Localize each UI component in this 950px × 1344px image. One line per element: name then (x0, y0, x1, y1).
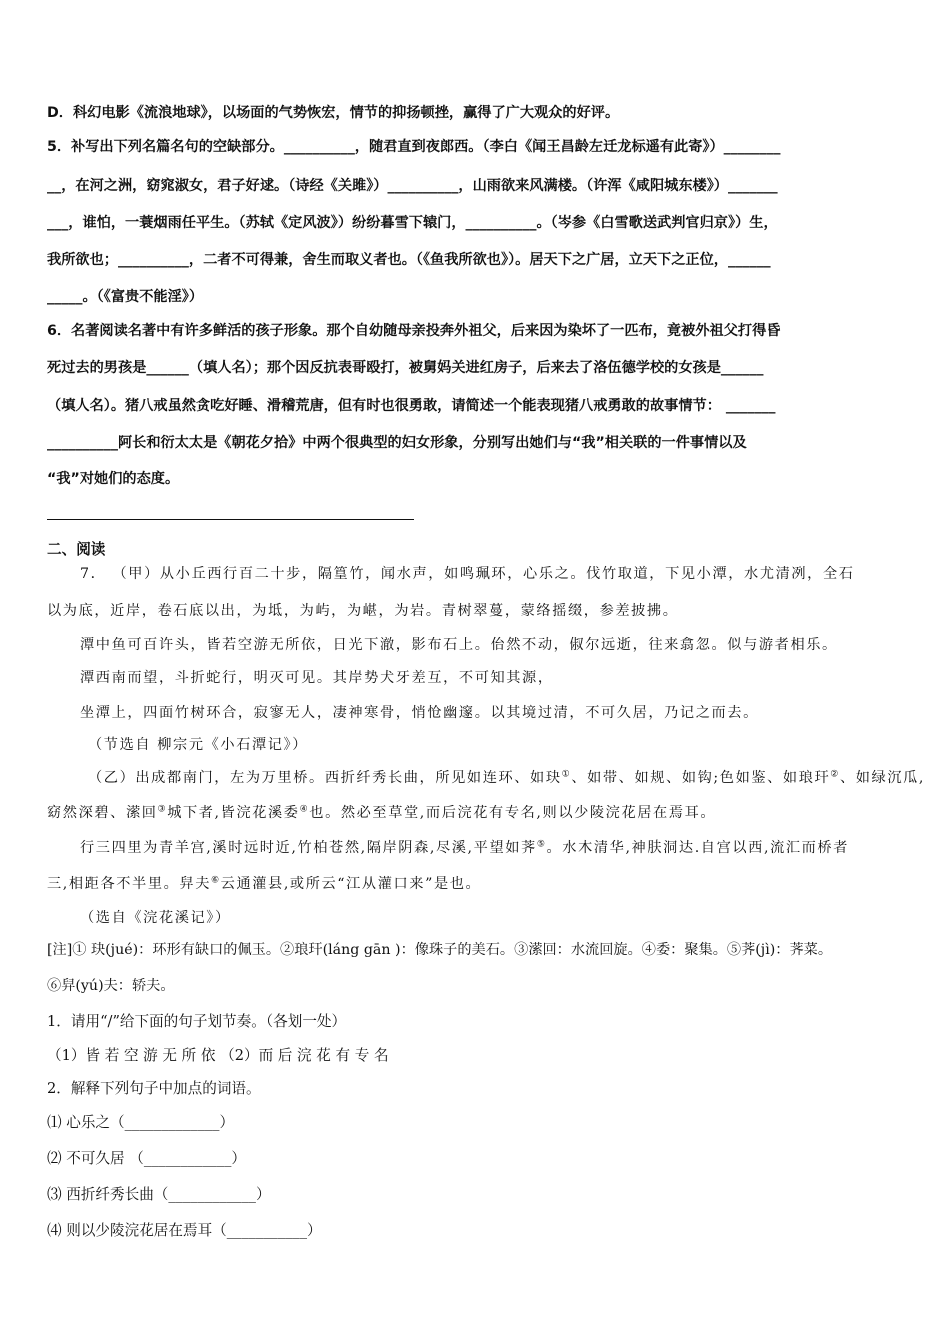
q5-line-4: 我所欲也；__________，二者不可得兼，舍生而取义者也。（《鱼我所欲也》）。居天下之广居，立天下之正位，______ (47, 252, 771, 268)
q6-line-3: （填人名）。猪八戒虽然贪吃好睡、滑稽荒唐，但有时也很勇敢，请简述一个能表现猪八戒勇敢的故事情节： _______ (47, 398, 776, 414)
passage-jia-line-5: 坐潭上，四面竹树环合，寂寥无人，凄神寒骨，悄怆幽邃。以其境过清，不可久居，乃记之而去。 (80, 705, 759, 721)
q5-line-5: _____。（《富贵不能淫》） (47, 289, 204, 305)
subquestion-1: 1．请用“/”给下面的句子划节奏。（各划一处） (47, 1013, 347, 1030)
passage-jia-line-1: 7． （甲）从小丘西行百二十步，隔篁竹，闻水声，如鸣珮环，心乐之。伐竹取道，下见小潭，水尤清冽，全石 (80, 566, 855, 582)
q6-line-5: “我”对她们的态度。 (47, 471, 180, 487)
q6-line-4: __________阿长和衍太太是《朝花夕拾》中两个很典型的妇女形象，分别写出她们与“我”相关联的一件事情以及 (47, 435, 747, 451)
passage-yi-line-4: 三,相距各不半里。舁夫⑥云通灌县,或所云“江从灌口来”是也。 (47, 875, 482, 892)
q5-line-2: __，在河之洲，窈窕淑女，君子好逑。（诗经《关雎》）__________，山雨欲来风满楼。（许浑《咸阳城东楼》）_______ (47, 178, 778, 194)
subquestion-2-item-4: ⑷ 则以少陵浣花居在焉耳（___________） (47, 1222, 322, 1239)
passage-yi-line-2: 窈然深碧、潆回③城下者,皆浣花溪委④也。然必至草堂,而后浣花有专名,则以少陵浣花居在焉耳。 (47, 804, 717, 821)
subquestion-1-items: （1）皆 若 空 游 无 所 依 （2）而 后 浣 花 有 专 名 (47, 1047, 389, 1064)
subquestion-2-item-2: ⑵ 不可久居 （____________） (47, 1150, 246, 1167)
q5-line-1: 5．补写出下列名篇名句的空缺部分。__________，随君直到夜郎西。（李白《闻王昌龄左迁龙标遥有此寄》）________ (47, 139, 781, 155)
passage-jia-line-3: 潭中鱼可百许头，皆若空游无所依，日光下澈，影布石上。佁然不动，俶尔远逝，往来翕忽。似与游者相乐。 (80, 637, 838, 653)
q6-line-1: 6．名著阅读名著中有许多鲜活的孩子形象。那个自幼随母亲投奔外祖父，后来因为染坏了一匹布，竟被外祖父打得昏 (47, 323, 781, 339)
option-d: D．科幻电影《流浪地球》，以场面的气势恢宏，情节的抑扬顿挫，赢得了广大观众的好评。 (47, 105, 620, 121)
passage-jia-line-4: 潭西南而望，斗折蛇行，明灭可见。其岸势犬牙差互，不可知其源， (80, 670, 554, 686)
q6-line-2: 死过去的男孩是______（填人名）；那个因反抗表哥殴打，被舅妈关进红房子，后来去了洛伍德学校的女孩是______ (47, 360, 764, 376)
q5-line-3: ___，谁怕，一蓑烟雨任平生。（苏轼《定风波》）纷纷暮雪下辕门，__________。（岑参《白雪歌送武判官归京》）生， (47, 215, 778, 231)
answer-line (47, 519, 414, 520)
annotation-line-2: ⑥舁(yú)夫：轿夫。 (47, 978, 175, 994)
subquestion-2-item-1: ⑴ 心乐之（_____________） (47, 1114, 235, 1131)
passage-yi-line-3: 行三四里为青羊宫,溪时远时近,竹柏苍然,隔岸阴森,尽溪,平望如荠⑤。水木清华,神肤洞达.自宫以西,流汇而桥者 (80, 839, 850, 856)
passage-jia-line-2: 以为底，近岸，卷石底以出，为坻，为屿，为嵁，为岩。青树翠蔓，蒙络摇缀，参差披拂。 (47, 603, 679, 619)
annotation-line-1: [注]① 玦(jué)：环形有缺口的佩玉。②琅玕(láng gān )：像珠子的美石。③潆回：水流回旋。④委：聚集。⑤荠(jì)：荠菜。 (47, 942, 833, 958)
passage-yi-source: （选自《浣花溪记》） (80, 910, 231, 926)
subquestion-2: 2．解释下列句子中加点的词语。 (47, 1080, 261, 1097)
passage-yi-line-1: （乙）出成都南门，左为万里桥。西折纤秀长曲，所见如连环、如玦①、如带、如规、如钩;色如鉴、如琅玕②、如绿沉瓜, (88, 769, 926, 786)
section-heading: 二、阅读 (47, 541, 106, 558)
passage-jia-source: （节选自 柳宗元《小石潭记》） (88, 737, 309, 753)
subquestion-2-item-3: ⑶ 西折纤秀长曲（____________） (47, 1186, 271, 1203)
